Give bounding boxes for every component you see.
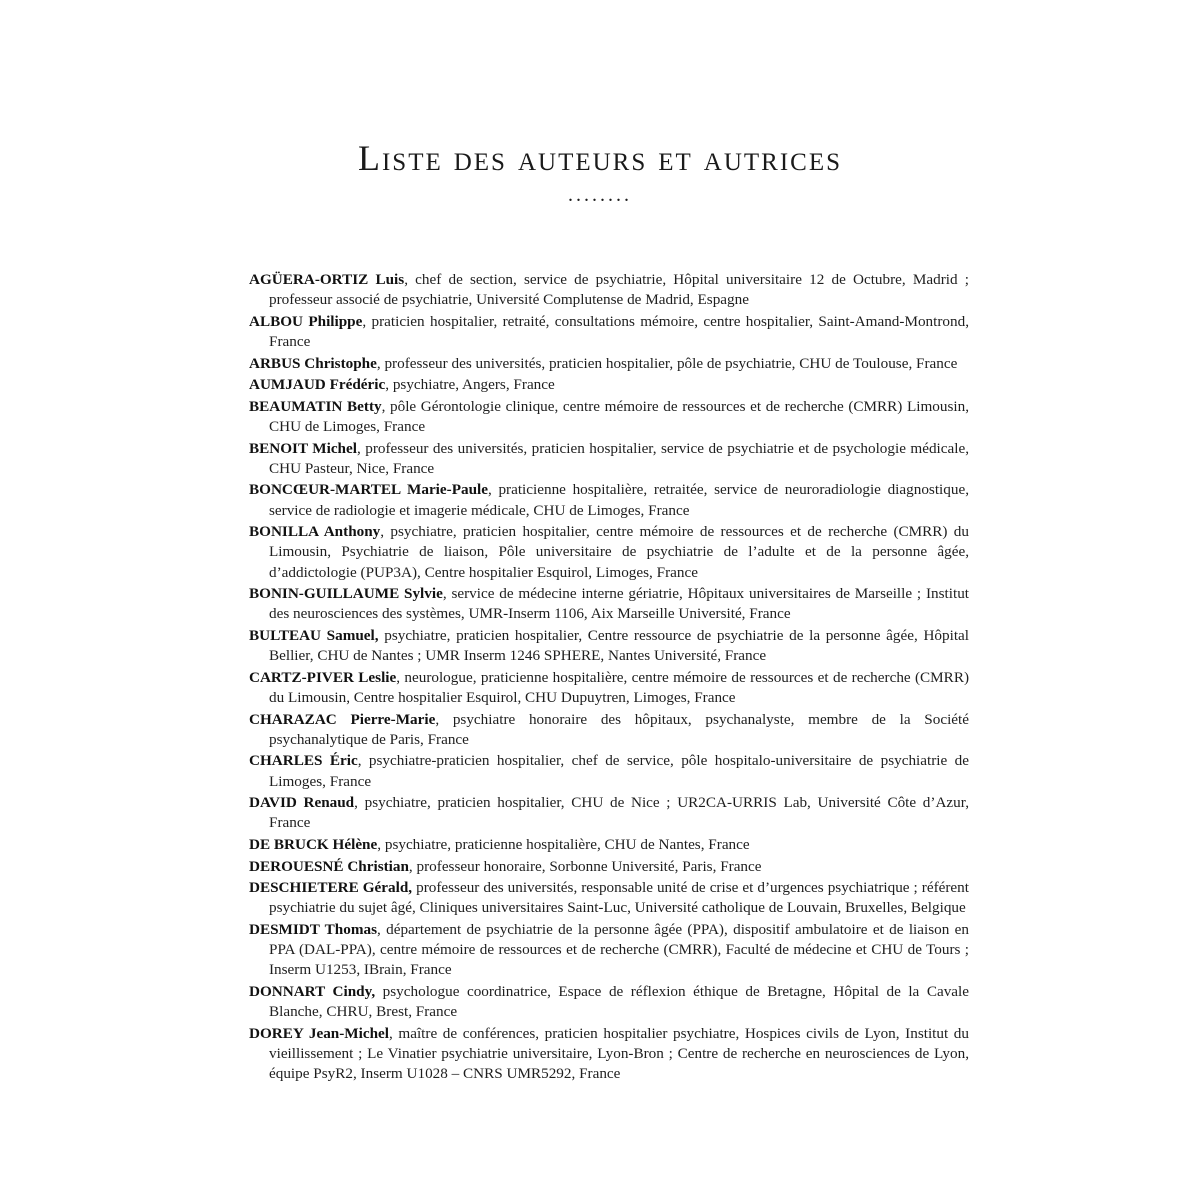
- author-affiliation: , praticienne hospitalière, retraitée, service de neuroradiologie diagnostique, service de radiologie et imagerie médicale, CHU de Limoges, France: [269, 481, 969, 519]
- author-entry: [249, 480, 969, 520]
- author-affiliation: , praticien hospitalier, retraité, consultations mémoire, centre hospitalier, Saint-Amand-Montrond, France: [269, 312, 969, 350]
- author-entry: [249, 835, 969, 855]
- page-title: Liste des auteurs et autrices: [357, 138, 843, 178]
- author-affiliation: , professeur honoraire, Sorbonne Université, Paris, France: [408, 857, 762, 875]
- author-name: CHARAZAC Pierre-Marie: [249, 710, 436, 728]
- author-name: DESCHIETERE Gérald,: [249, 879, 413, 897]
- author-entry: [249, 522, 969, 583]
- author-name: ARBUS Christophe: [249, 354, 377, 372]
- author-entry: [249, 793, 969, 833]
- author-name: CHARLES Éric: [249, 752, 358, 770]
- author-name: DESMIDT Thomas: [249, 920, 377, 938]
- author-name: CARTZ-PIVER Leslie: [249, 668, 397, 686]
- author-entry: [249, 857, 969, 877]
- author-entry: [249, 982, 969, 1022]
- author-affiliation: , maître de conférences, praticien hospitalier psychiatre, Hospices civils de Lyon, Institut du vieillissement ; Le Vinatier psychiatrie universitaire, Lyon-Bron ; Centre de recherche en neurosciences de Lyon, équipe PsyR2, Inserm U1028 – CNRS UMR5292, France: [269, 1024, 969, 1083]
- author-entry: [249, 584, 969, 624]
- author-name: BONCŒUR-MARTEL Marie-Paule: [249, 481, 488, 499]
- author-name: DOREY Jean-Michel: [249, 1024, 390, 1042]
- author-name: BONILLA Anthony: [249, 523, 381, 541]
- author-affiliation: , psychiatre-praticien hospitalier, chef de service, pôle hospitalo-universitaire de psychiatrie de Limoges, France: [269, 752, 969, 790]
- author-affiliation: , chef de section, service de psychiatrie, Hôpital universitaire 12 de Octubre, Madrid ; professeur associé de psychiatrie, Université Complutense de Madrid, Espagne: [269, 271, 969, 309]
- author-affiliation: , professeur des universités, praticien hospitalier, service de psychiatrie et de psychologie médicale, CHU Pasteur, Nice, France: [269, 439, 969, 477]
- author-name: BEAUMATIN Betty: [249, 397, 382, 415]
- author-name: DAVID Renaud: [249, 794, 355, 812]
- author-affiliation: , neurologue, praticienne hospitalière, centre mémoire de ressources et de recherche (CMRR) du Limousin, Centre hospitalier Esquirol, CHU Dupuytren, Limoges, France: [269, 668, 970, 706]
- title-ornament: ........: [568, 184, 632, 206]
- author-entry: [249, 878, 969, 918]
- author-entry: [249, 312, 969, 352]
- author-affiliation: , psychiatre, praticienne hospitalière, CHU de Nantes, France: [377, 835, 750, 853]
- author-entry: [249, 397, 969, 437]
- author-entry: [249, 710, 969, 750]
- author-affiliation: , psychiatre, praticien hospitalier, CHU de Nice ; UR2CA-URRIS Lab, Université Côte d’Azur, France: [269, 794, 969, 832]
- author-name: BENOIT Michel: [249, 439, 357, 457]
- author-entry: [249, 375, 969, 395]
- author-affiliation: psychologue coordinatrice, Espace de réflexion éthique de Bretagne, Hôpital de la Cavale Blanche, CHRU, Brest, France: [269, 982, 969, 1021]
- author-entry: [249, 439, 969, 479]
- author-affiliation: , service de médecine interne gériatrie, Hôpitaux universitaires de Marseille ; Institut des neurosciences des systèmes, UMR-Inserm 1106, Aix Marseille Université, France: [269, 585, 970, 623]
- author-affiliation: professeur des universités, responsable unité de crise et d’urgences psychiatrique ; référent psychiatrie du sujet âgé, Cliniques universitaires Saint-Luc, Université catholique de Louvain, Bruxelles, Belgique: [269, 879, 969, 917]
- author-name: AUMJAUD Frédéric: [249, 376, 386, 394]
- author-entry: [249, 751, 969, 791]
- author-affiliation: , pôle Gérontologie clinique, centre mémoire de ressources et de recherche (CMRR) Limousin, CHU de Limoges, France: [269, 397, 969, 435]
- author-name: BULTEAU Samuel,: [249, 626, 379, 644]
- author-entry: [249, 626, 969, 666]
- author-affiliation: , professeur des universités, praticien hospitalier, pôle de psychiatrie, CHU de Toulouse, France: [376, 354, 958, 372]
- author-name: DEROUESNÉ Christian: [249, 857, 409, 875]
- author-affiliation: , psychiatre honoraire des hôpitaux, psychanalyste, membre de la Société psychanalytique de Paris, France: [269, 710, 969, 748]
- author-affiliation: , psychiatre, praticien hospitalier, centre mémoire de ressources et de recherche (CMRR) du Limousin, Psychiatrie de liaison, Pôle universitaire de psychiatrie de l’adulte et de la personne âgée, d’addictologie (PUP3A), Centre hospitalier Esquirol, Limoges, France: [269, 523, 969, 581]
- author-affiliation: , psychiatre, Angers, France: [385, 376, 555, 394]
- author-name: DE BRUCK Hélène: [249, 835, 378, 853]
- author-entry: [249, 354, 969, 374]
- author-affiliation: , département de psychiatrie de la personne âgée (PPA), dispositif ambulatoire et de liaison en PPA (DAL-PPA), centre mémoire de ressources et de recherche (CMRR), Faculté de médecine et CHU de Tours ; Inserm U1253, IBrain, France: [269, 920, 969, 979]
- author-entry: [249, 920, 969, 981]
- author-name: DONNART Cindy,: [249, 982, 376, 1000]
- author-affiliation: psychiatre, praticien hospitalier, Centre ressource de psychiatrie de la personne âgée, Hôpital Bellier, CHU de Nantes ; UMR Inserm 1246 SPHERE, Nantes Université, France: [269, 626, 969, 665]
- author-list: [249, 270, 969, 1086]
- author-name: AGÜERA-ORTIZ Luis: [249, 271, 405, 288]
- author-entry: [249, 668, 969, 708]
- author-entry: [249, 1024, 969, 1085]
- author-name: ALBOU Philippe: [249, 312, 363, 330]
- author-entry: [249, 270, 969, 310]
- author-name: BONIN-GUILLAUME Sylvie: [249, 585, 443, 603]
